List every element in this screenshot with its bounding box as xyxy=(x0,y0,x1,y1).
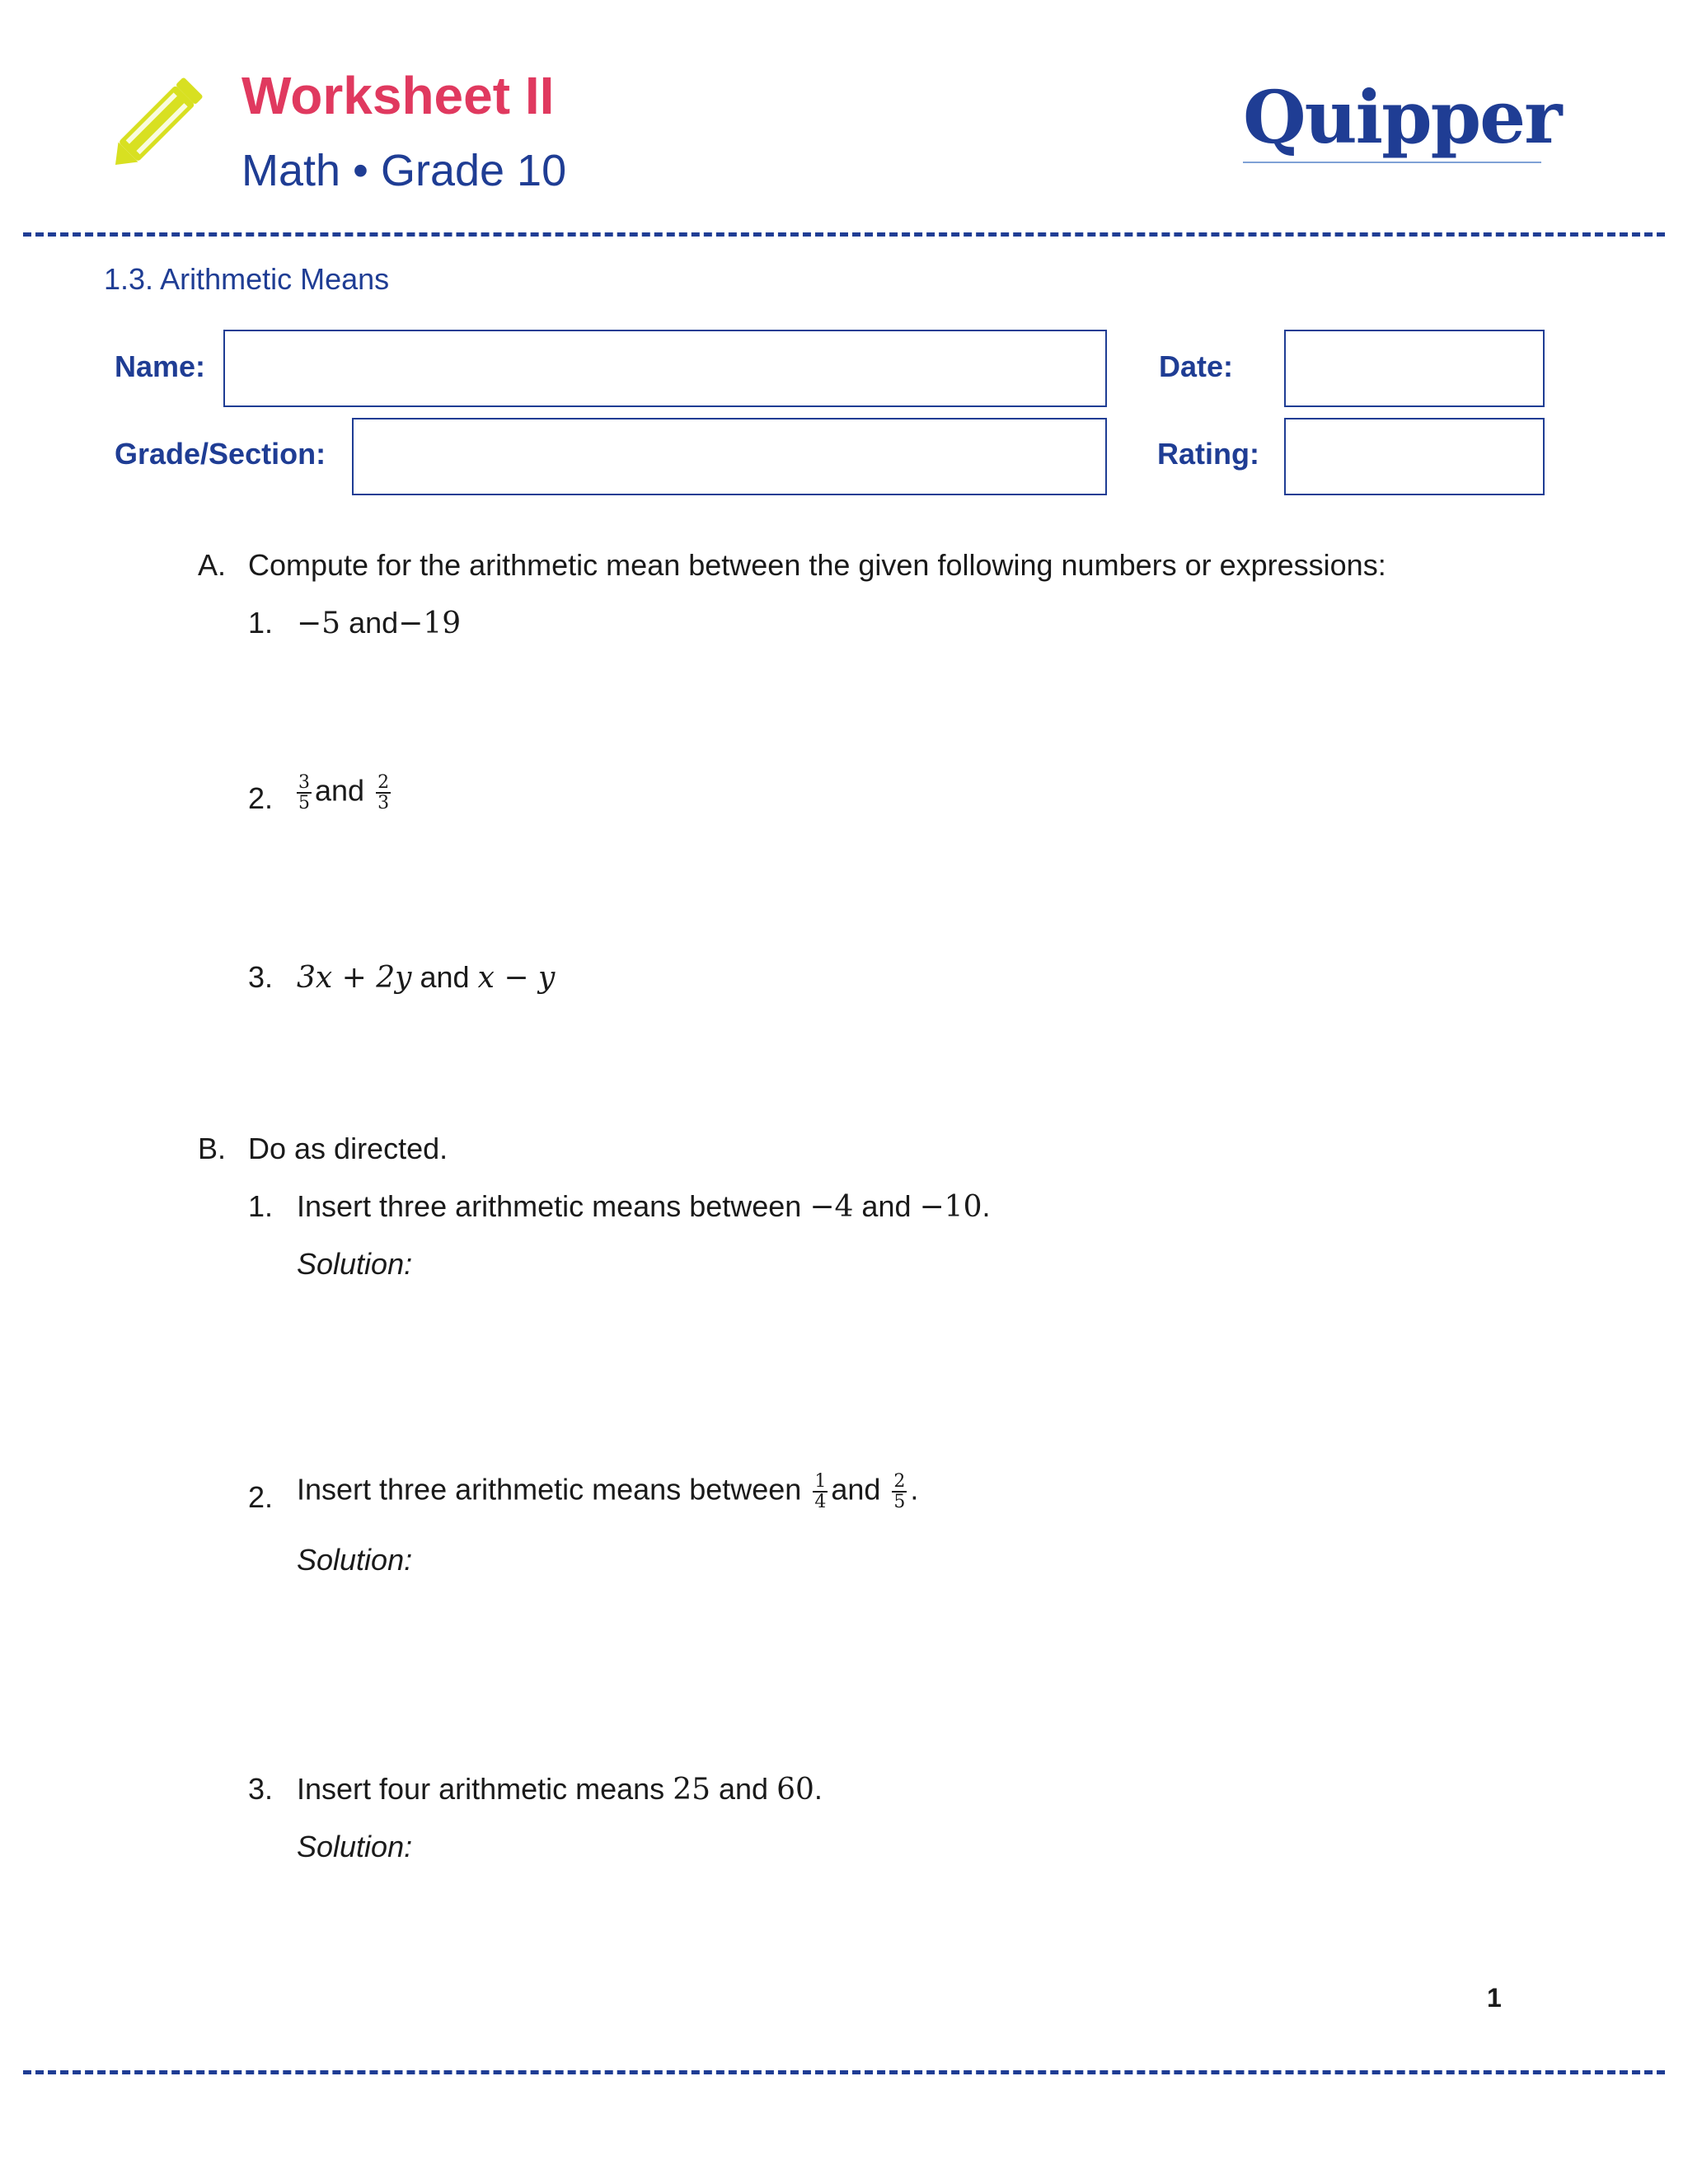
part-a-item-3-num: 3. xyxy=(248,960,274,994)
question-text: Insert three arithmetic means between xyxy=(297,1472,802,1507)
part-b-letter: B. xyxy=(198,1132,227,1165)
fraction xyxy=(297,773,312,813)
period: . xyxy=(982,1189,991,1223)
name-label: Name: xyxy=(115,349,206,383)
and-word: and xyxy=(719,1772,769,1806)
and-word: and xyxy=(349,606,399,640)
numerator: 3 xyxy=(298,772,310,793)
and-word: and xyxy=(315,773,365,808)
numerator: 2 xyxy=(377,772,390,793)
grade-section-field[interactable] xyxy=(352,418,1107,495)
fraction xyxy=(892,1472,907,1511)
part-a-item-3-expr xyxy=(297,960,555,995)
solution-label: Solution: xyxy=(297,1543,413,1577)
denominator: 3 xyxy=(377,793,390,814)
logo-underline xyxy=(1243,162,1541,163)
math-value: −5 xyxy=(297,607,341,640)
solution-label: Solution: xyxy=(297,1247,413,1281)
part-b-item-2-num: 2. xyxy=(248,1480,274,1514)
part-b-item-1-text xyxy=(297,1189,991,1224)
part-a-letter: A. xyxy=(198,548,227,582)
math-value: 25 xyxy=(673,1773,710,1807)
part-b-item-3-text xyxy=(297,1772,823,1807)
denominator: 5 xyxy=(893,1492,906,1513)
grade-section-label: Grade/Section: xyxy=(115,437,326,471)
header-divider xyxy=(23,232,1665,237)
and-word: and xyxy=(420,960,470,994)
numerator: 2 xyxy=(893,1471,906,1492)
math-value: 60 xyxy=(776,1773,814,1807)
part-b-item-3-num: 3. xyxy=(248,1772,274,1806)
part-a-item-1-num: 1. xyxy=(248,606,274,640)
rating-label: Rating: xyxy=(1157,437,1259,471)
worksheet-subtitle: Math • Grade 10 xyxy=(241,146,567,195)
pencil-icon xyxy=(97,59,221,183)
question-text: Insert three arithmetic means between xyxy=(297,1189,802,1223)
part-a-item-1-expr xyxy=(297,606,461,640)
rating-field[interactable] xyxy=(1284,418,1545,495)
and-word: and xyxy=(831,1472,881,1507)
fraction xyxy=(376,773,391,813)
period: . xyxy=(910,1472,919,1507)
solution-label: Solution: xyxy=(297,1830,413,1863)
section-title: 1.3. Arithmetic Means xyxy=(104,262,390,296)
part-a-item-2-num: 2. xyxy=(248,781,274,815)
name-field[interactable] xyxy=(223,330,1107,407)
date-label: Date: xyxy=(1159,349,1234,383)
and-word: and xyxy=(861,1189,912,1223)
denominator: 5 xyxy=(298,793,310,814)
question-text: Insert four arithmetic means xyxy=(297,1772,665,1806)
period: . xyxy=(814,1772,823,1806)
fraction xyxy=(813,1472,828,1511)
date-field[interactable] xyxy=(1284,330,1545,407)
math-value: −10 xyxy=(919,1190,982,1224)
part-a-instruction: Compute for the arithmetic mean between the given following numbers or expressions: xyxy=(248,548,1386,582)
math-expression: 3x + 2y xyxy=(297,961,412,995)
quipper-logo: Quipper xyxy=(1243,74,1561,160)
math-value: −19 xyxy=(398,607,462,640)
math-expression: x − y xyxy=(477,961,556,995)
worksheet-title: Worksheet II xyxy=(241,66,555,125)
denominator: 4 xyxy=(814,1492,827,1513)
part-b-item-1-num: 1. xyxy=(248,1189,274,1223)
footer-divider xyxy=(23,2070,1665,2074)
part-b-instruction: Do as directed. xyxy=(248,1132,448,1165)
numerator: 1 xyxy=(814,1471,827,1492)
part-b-item-2-text xyxy=(297,1472,918,1511)
part-a-item-2-expr xyxy=(293,773,394,813)
page-number: 1 xyxy=(1487,1983,1502,2013)
math-value: −4 xyxy=(809,1190,854,1224)
